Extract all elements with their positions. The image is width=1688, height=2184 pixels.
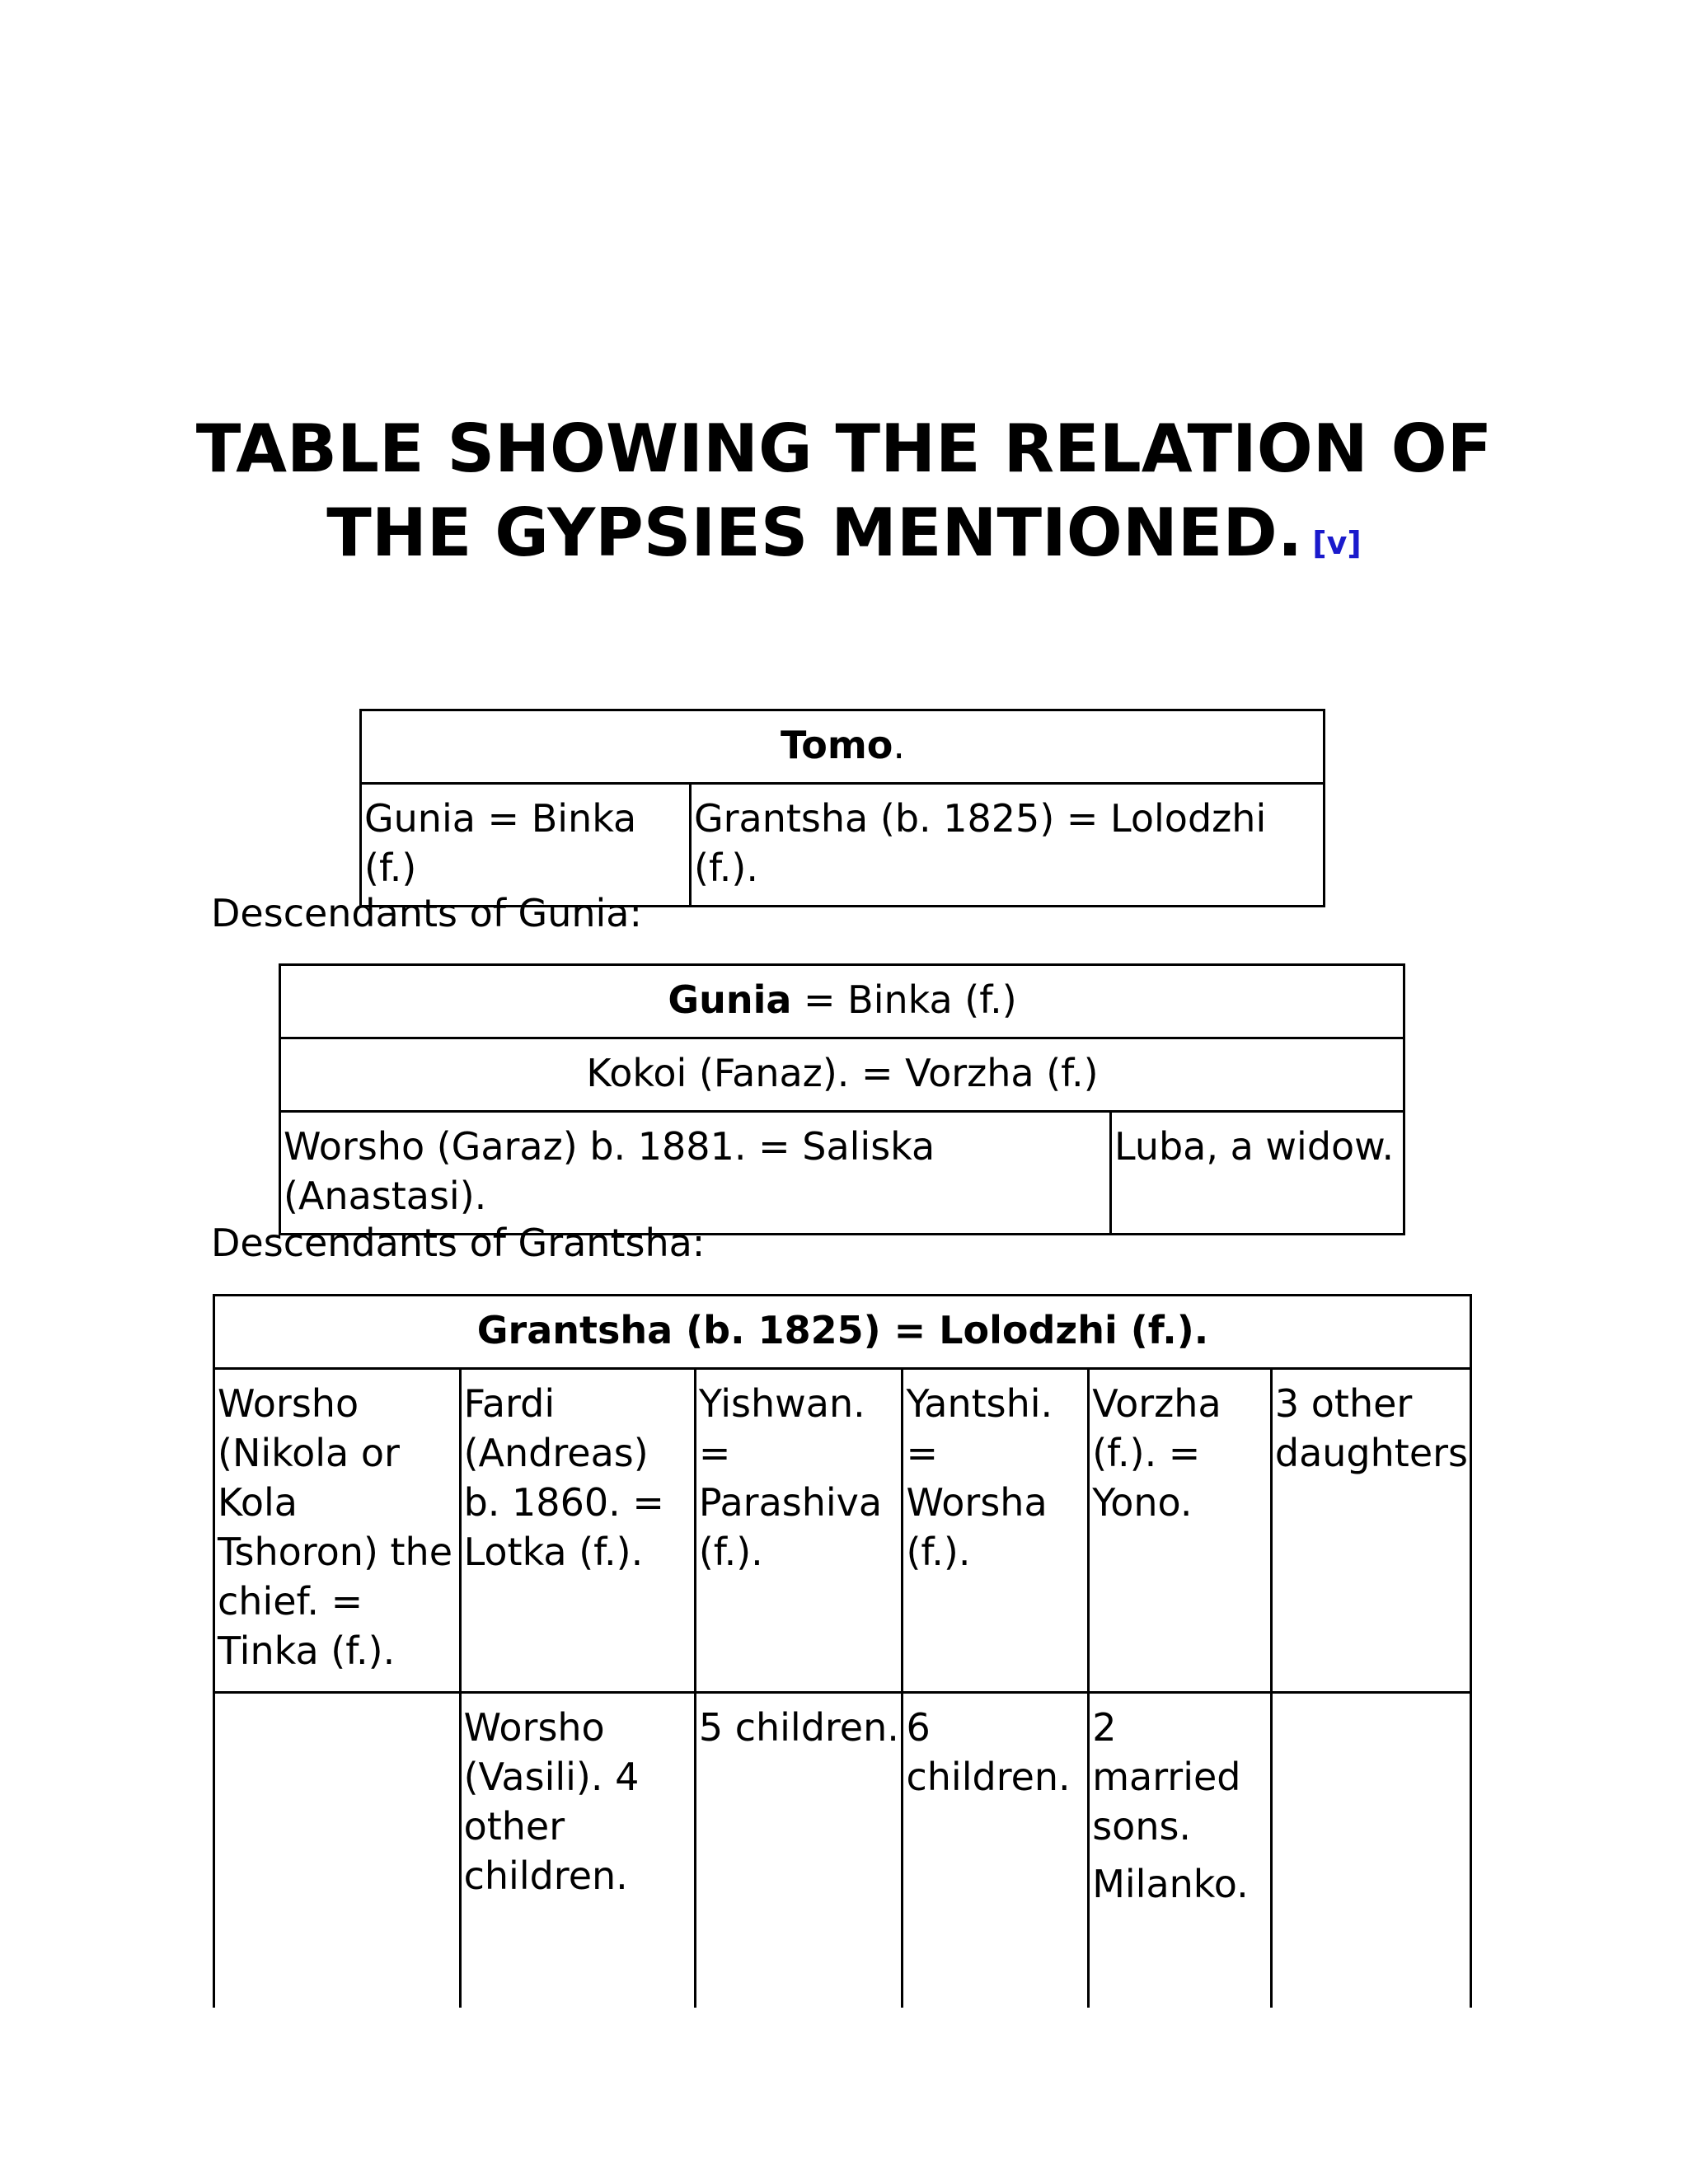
table-cell xyxy=(214,1693,461,2008)
table-cell: Worsho (Vasili). 4 other children. xyxy=(460,1693,695,2008)
table-cell: 3 other daughters xyxy=(1271,1369,1470,1693)
gunia-name: Gunia xyxy=(668,977,792,1022)
table-row xyxy=(214,1693,1471,2008)
tomo-name: Tomo xyxy=(780,723,893,767)
grantsha-header-cell: Grantsha (b. 1825) = Lolodzhi (f.). xyxy=(214,1296,1471,1369)
tomo-header-cell xyxy=(361,710,1325,784)
vorzha-children: 2 married sons. xyxy=(1092,1705,1241,1849)
table-row xyxy=(280,1038,1404,1112)
table-cell: Vorzha (f.). = Yono. xyxy=(1089,1369,1272,1693)
table-cell xyxy=(1089,1693,1272,2008)
grantsha-section-label: Descendants of Grantsha: xyxy=(211,1221,706,1265)
gunia-section-label: Descendants of Gunia: xyxy=(211,891,642,935)
table-row xyxy=(214,1369,1471,1693)
table-cell: Fardi (Andreas) b. 1860. = Lotka (f.). xyxy=(460,1369,695,1693)
tomo-table xyxy=(359,709,1325,907)
table-row xyxy=(280,1112,1404,1235)
table-cell: Worsho (Garaz) b. 1881. = Saliska (Anastasi). xyxy=(280,1112,1111,1235)
table-cell: Worsho (Nikola or Kola Tshoron) the chief. = Tinka (f.). xyxy=(214,1369,461,1693)
table-cell: 6 children. xyxy=(903,1693,1089,2008)
table-row xyxy=(361,710,1325,784)
table-cell: Yantshi. = Worsha (f.). xyxy=(903,1369,1089,1693)
gunia-spouse: = Binka (f.) xyxy=(791,977,1017,1022)
table-cell: Kokoi (Fanaz). = Vorzha (f.) xyxy=(280,1038,1404,1112)
milanko-text: Milanko. xyxy=(1092,1862,1249,1906)
footnote-ref-link[interactable]: [v] xyxy=(1312,525,1362,561)
tomo-suffix: . xyxy=(893,723,906,767)
page-title xyxy=(165,407,1523,575)
table-cell: Grantsha (b. 1825) = Lolodzhi (f.). xyxy=(691,784,1325,907)
title-text: TABLE SHOWING THE RELATION OF THE GYPSIES MENTIONED. xyxy=(195,410,1493,571)
table-cell xyxy=(1271,1693,1470,2008)
table-cell: Luba, a widow. xyxy=(1111,1112,1404,1235)
grantsha-table xyxy=(213,1294,1472,2008)
gunia-table xyxy=(279,963,1405,1235)
table-cell: Gunia = Binka (f.) xyxy=(361,784,691,907)
gunia-header-cell xyxy=(280,965,1404,1038)
table-row xyxy=(214,1296,1471,1369)
table-cell: Yishwan. = Parashiva (f.). xyxy=(695,1369,903,1693)
table-cell: 5 children. xyxy=(695,1693,903,2008)
table-row xyxy=(280,965,1404,1038)
